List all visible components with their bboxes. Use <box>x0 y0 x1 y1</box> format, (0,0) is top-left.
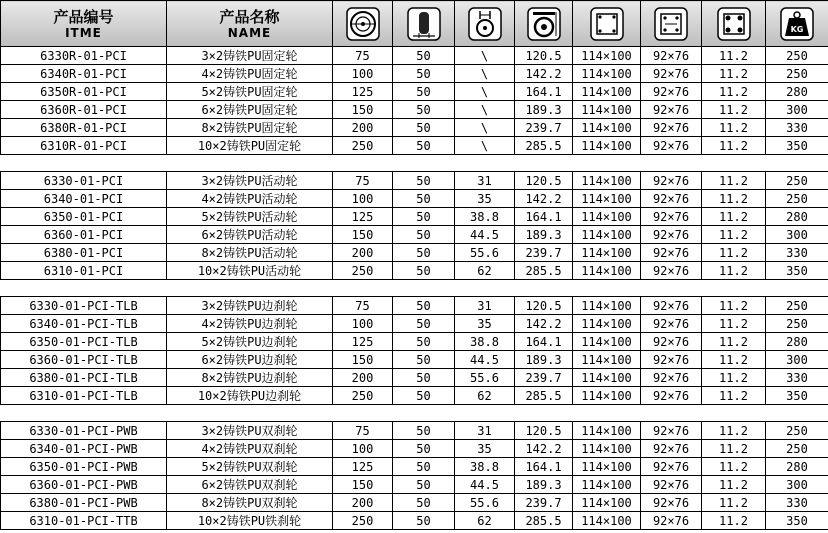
group-separator-cell <box>1 405 828 422</box>
cell-width: 50 <box>393 297 455 315</box>
cell-hole-spacing: 92×76 <box>641 208 702 226</box>
cell-hole-diameter: 11.2 <box>702 512 766 530</box>
cell-load: 250 <box>766 440 828 458</box>
cell-width: 50 <box>393 172 455 190</box>
cell-load: 250 <box>766 65 828 83</box>
cell-load: 330 <box>766 119 828 137</box>
cell-height: 120.5 <box>515 297 573 315</box>
cell-hole-spacing: 92×76 <box>641 244 702 262</box>
cell-plate: 114×100 <box>573 297 641 315</box>
cell-offset: 44.5 <box>455 226 515 244</box>
cell-plate: 114×100 <box>573 172 641 190</box>
cell-hole-spacing: 92×76 <box>641 351 702 369</box>
table-row <box>1 190 828 208</box>
cell-offset: 62 <box>455 387 515 405</box>
cell-diameter: 200 <box>333 369 393 387</box>
cell-hole-diameter: 11.2 <box>702 101 766 119</box>
cell-name: 5×2铸铁PU活动轮 <box>167 208 333 226</box>
cell-item: 6310-01-PCI <box>1 262 167 280</box>
cell-offset: \ <box>455 65 515 83</box>
table-row <box>1 172 828 190</box>
col-name-header-cn: 产品名称 <box>219 7 280 26</box>
cell-hole-diameter: 11.2 <box>702 208 766 226</box>
cell-name: 4×2铸铁PU边刹轮 <box>167 315 333 333</box>
cell-width: 50 <box>393 369 455 387</box>
cell-hole-diameter: 11.2 <box>702 47 766 65</box>
cell-name: 8×2铸铁PU固定轮 <box>167 119 333 137</box>
cell-hole-spacing: 92×76 <box>641 333 702 351</box>
cell-width: 50 <box>393 387 455 405</box>
cell-item: 6350-01-PCI-TLB <box>1 333 167 351</box>
cell-width: 50 <box>393 208 455 226</box>
cell-offset: 38.8 <box>455 208 515 226</box>
table-row <box>1 369 828 387</box>
cell-load: 300 <box>766 476 828 494</box>
cell-hole-diameter: 11.2 <box>702 387 766 405</box>
group-separator-cell <box>1 155 828 172</box>
cell-offset: \ <box>455 119 515 137</box>
bolt-hole-spacing-icon <box>654 7 688 41</box>
cell-diameter: 150 <box>333 226 393 244</box>
cell-height: 120.5 <box>515 422 573 440</box>
cell-name: 3×2铸铁PU活动轮 <box>167 172 333 190</box>
cell-hole-spacing: 92×76 <box>641 65 702 83</box>
cell-plate: 114×100 <box>573 494 641 512</box>
cell-name: 6×2铸铁PU固定轮 <box>167 101 333 119</box>
weight-kg-icon <box>780 7 814 41</box>
cell-name: 10×2铸铁PU固定轮 <box>167 137 333 155</box>
cell-width: 50 <box>393 101 455 119</box>
cell-name: 4×2铸铁PU活动轮 <box>167 190 333 208</box>
cell-hole-diameter: 11.2 <box>702 137 766 155</box>
cell-height: 239.7 <box>515 119 573 137</box>
cell-diameter: 250 <box>333 262 393 280</box>
cell-load: 300 <box>766 351 828 369</box>
cell-load: 350 <box>766 262 828 280</box>
cell-offset: 55.6 <box>455 244 515 262</box>
cell-hole-diameter: 11.2 <box>702 65 766 83</box>
cell-name: 3×2铸铁PU双刹轮 <box>167 422 333 440</box>
cell-width: 50 <box>393 190 455 208</box>
cell-hole-spacing: 92×76 <box>641 458 702 476</box>
table-row <box>1 476 828 494</box>
cell-load: 280 <box>766 458 828 476</box>
cell-name: 5×2铸铁PU固定轮 <box>167 83 333 101</box>
cell-hole-spacing: 92×76 <box>641 172 702 190</box>
cell-offset: 44.5 <box>455 476 515 494</box>
table-row <box>1 333 828 351</box>
cell-height: 120.5 <box>515 172 573 190</box>
wheel-width-icon <box>407 7 441 41</box>
cell-load: 330 <box>766 244 828 262</box>
cell-offset: 31 <box>455 297 515 315</box>
cell-hole-spacing: 92×76 <box>641 387 702 405</box>
cell-height: 239.7 <box>515 494 573 512</box>
cell-height: 239.7 <box>515 244 573 262</box>
cell-offset: \ <box>455 101 515 119</box>
col-item-header-en: ITME <box>65 25 102 40</box>
cell-height: 142.2 <box>515 65 573 83</box>
cell-name: 5×2铸铁PU双刹轮 <box>167 458 333 476</box>
table-row <box>1 119 828 137</box>
cell-offset: 35 <box>455 315 515 333</box>
col-diameter-header <box>333 1 393 47</box>
cell-plate: 114×100 <box>573 262 641 280</box>
cell-item: 6360-01-PCI-TLB <box>1 351 167 369</box>
cell-width: 50 <box>393 83 455 101</box>
cell-hole-spacing: 92×76 <box>641 101 702 119</box>
cell-hole-spacing: 92×76 <box>641 440 702 458</box>
table-row <box>1 315 828 333</box>
col-offset-header <box>455 1 515 47</box>
cell-diameter: 250 <box>333 387 393 405</box>
col-name-header <box>167 1 333 47</box>
cell-diameter: 150 <box>333 101 393 119</box>
cell-plate: 114×100 <box>573 422 641 440</box>
table-row <box>1 47 828 65</box>
table-row <box>1 422 828 440</box>
table-row <box>1 297 828 315</box>
cell-offset: 31 <box>455 422 515 440</box>
table-row <box>1 244 828 262</box>
cell-width: 50 <box>393 333 455 351</box>
cell-hole-diameter: 11.2 <box>702 244 766 262</box>
cell-height: 189.3 <box>515 226 573 244</box>
cell-height: 164.1 <box>515 333 573 351</box>
table-row <box>1 101 828 119</box>
cell-offset: 44.5 <box>455 351 515 369</box>
cell-hole-diameter: 11.2 <box>702 119 766 137</box>
cell-diameter: 250 <box>333 137 393 155</box>
cell-hole-diameter: 11.2 <box>702 476 766 494</box>
cell-plate: 114×100 <box>573 458 641 476</box>
cell-hole-diameter: 11.2 <box>702 190 766 208</box>
cell-name: 3×2铸铁PU固定轮 <box>167 47 333 65</box>
cell-diameter: 100 <box>333 315 393 333</box>
cell-height: 239.7 <box>515 369 573 387</box>
cell-width: 50 <box>393 422 455 440</box>
cell-offset: 62 <box>455 512 515 530</box>
table-row <box>1 226 828 244</box>
cell-hole-diameter: 11.2 <box>702 440 766 458</box>
cell-load: 250 <box>766 297 828 315</box>
cell-diameter: 150 <box>333 476 393 494</box>
cell-width: 50 <box>393 226 455 244</box>
cell-name: 4×2铸铁PU固定轮 <box>167 65 333 83</box>
cell-height: 164.1 <box>515 208 573 226</box>
cell-hole-spacing: 92×76 <box>641 47 702 65</box>
cell-plate: 114×100 <box>573 351 641 369</box>
cell-diameter: 75 <box>333 422 393 440</box>
cell-load: 280 <box>766 208 828 226</box>
cell-diameter: 100 <box>333 190 393 208</box>
cell-offset: 31 <box>455 172 515 190</box>
cell-diameter: 100 <box>333 65 393 83</box>
cell-item: 6360R-01-PCI <box>1 101 167 119</box>
cell-hole-spacing: 92×76 <box>641 297 702 315</box>
col-hole-diameter-header <box>702 1 766 47</box>
cell-offset: \ <box>455 47 515 65</box>
cell-load: 280 <box>766 83 828 101</box>
cell-width: 50 <box>393 47 455 65</box>
cell-offset: 62 <box>455 262 515 280</box>
cell-offset: 35 <box>455 190 515 208</box>
cell-hole-spacing: 92×76 <box>641 137 702 155</box>
cell-hole-spacing: 92×76 <box>641 512 702 530</box>
cell-width: 50 <box>393 262 455 280</box>
table-row <box>1 65 828 83</box>
cell-plate: 114×100 <box>573 333 641 351</box>
cell-width: 50 <box>393 440 455 458</box>
col-load-header <box>766 1 828 47</box>
cell-height: 164.1 <box>515 458 573 476</box>
cell-hole-spacing: 92×76 <box>641 226 702 244</box>
cell-height: 142.2 <box>515 440 573 458</box>
cell-height: 120.5 <box>515 47 573 65</box>
cell-plate: 114×100 <box>573 47 641 65</box>
cell-item: 6380-01-PCI-TLB <box>1 369 167 387</box>
cell-plate: 114×100 <box>573 83 641 101</box>
cell-hole-diameter: 11.2 <box>702 422 766 440</box>
cell-name: 3×2铸铁PU边刹轮 <box>167 297 333 315</box>
cell-plate: 114×100 <box>573 137 641 155</box>
cell-offset: \ <box>455 137 515 155</box>
cell-name: 10×2铸铁PU铁刹轮 <box>167 512 333 530</box>
table-row <box>1 440 828 458</box>
cell-height: 285.5 <box>515 262 573 280</box>
table-row <box>1 83 828 101</box>
cell-diameter: 75 <box>333 297 393 315</box>
cell-item: 6350-01-PCI-PWB <box>1 458 167 476</box>
cell-width: 50 <box>393 137 455 155</box>
col-item-header <box>1 1 167 47</box>
cell-plate: 114×100 <box>573 101 641 119</box>
cell-height: 285.5 <box>515 387 573 405</box>
cell-item: 6340-01-PCI <box>1 190 167 208</box>
swivel-offset-icon <box>468 7 502 41</box>
cell-offset: 35 <box>455 440 515 458</box>
cell-load: 350 <box>766 137 828 155</box>
cell-hole-spacing: 92×76 <box>641 83 702 101</box>
wheel-diameter-icon <box>346 7 380 41</box>
cell-width: 50 <box>393 119 455 137</box>
cell-hole-diameter: 11.2 <box>702 458 766 476</box>
cell-width: 50 <box>393 351 455 369</box>
col-item-header-cn: 产品编号 <box>53 7 114 26</box>
cell-diameter: 200 <box>333 119 393 137</box>
cell-diameter: 125 <box>333 83 393 101</box>
weight-kg-label: KG <box>790 24 804 34</box>
cell-height: 189.3 <box>515 101 573 119</box>
table-row <box>1 387 828 405</box>
cell-hole-diameter: 11.2 <box>702 172 766 190</box>
cell-item: 6350-01-PCI <box>1 208 167 226</box>
cell-diameter: 100 <box>333 440 393 458</box>
cell-width: 50 <box>393 476 455 494</box>
cell-offset: \ <box>455 83 515 101</box>
cell-load: 350 <box>766 387 828 405</box>
cell-hole-diameter: 11.2 <box>702 262 766 280</box>
cell-hole-diameter: 11.2 <box>702 369 766 387</box>
cell-width: 50 <box>393 512 455 530</box>
cell-diameter: 150 <box>333 351 393 369</box>
cell-hole-spacing: 92×76 <box>641 119 702 137</box>
cell-plate: 114×100 <box>573 387 641 405</box>
cell-name: 8×2铸铁PU活动轮 <box>167 244 333 262</box>
cell-hole-spacing: 92×76 <box>641 422 702 440</box>
cell-hole-spacing: 92×76 <box>641 315 702 333</box>
cell-item: 6360-01-PCI-PWB <box>1 476 167 494</box>
cell-diameter: 250 <box>333 512 393 530</box>
cell-hole-diameter: 11.2 <box>702 333 766 351</box>
cell-height: 285.5 <box>515 137 573 155</box>
cell-plate: 114×100 <box>573 226 641 244</box>
cell-item: 6340-01-PCI-TLB <box>1 315 167 333</box>
cell-offset: 55.6 <box>455 369 515 387</box>
cell-hole-diameter: 11.2 <box>702 83 766 101</box>
cell-width: 50 <box>393 244 455 262</box>
cell-item: 6330-01-PCI-TLB <box>1 297 167 315</box>
col-name-header-en: NAME <box>227 25 272 40</box>
cell-load: 300 <box>766 226 828 244</box>
cell-height: 142.2 <box>515 315 573 333</box>
cell-diameter: 200 <box>333 494 393 512</box>
cell-load: 250 <box>766 315 828 333</box>
cell-hole-spacing: 92×76 <box>641 369 702 387</box>
cell-offset: 38.8 <box>455 458 515 476</box>
cell-name: 6×2铸铁PU边刹轮 <box>167 351 333 369</box>
cell-name: 4×2铸铁PU双刹轮 <box>167 440 333 458</box>
table-row <box>1 458 828 476</box>
cell-item: 6310R-01-PCI <box>1 137 167 155</box>
cell-plate: 114×100 <box>573 208 641 226</box>
cell-diameter: 125 <box>333 458 393 476</box>
cell-plate: 114×100 <box>573 512 641 530</box>
cell-load: 250 <box>766 422 828 440</box>
group-separator <box>1 280 828 297</box>
cell-item: 6330-01-PCI <box>1 172 167 190</box>
table-row <box>1 512 828 530</box>
table-row <box>1 262 828 280</box>
cell-plate: 114×100 <box>573 244 641 262</box>
cell-offset: 55.6 <box>455 494 515 512</box>
cell-item: 6380-01-PCI <box>1 244 167 262</box>
cell-height: 189.3 <box>515 351 573 369</box>
group-separator <box>1 155 828 172</box>
cell-width: 50 <box>393 315 455 333</box>
cell-name: 6×2铸铁PU双刹轮 <box>167 476 333 494</box>
cell-load: 280 <box>766 333 828 351</box>
cell-name: 5×2铸铁PU边刹轮 <box>167 333 333 351</box>
load-height-icon <box>527 7 561 41</box>
col-width-header <box>393 1 455 47</box>
cell-load: 330 <box>766 494 828 512</box>
cell-plate: 114×100 <box>573 190 641 208</box>
cell-width: 50 <box>393 494 455 512</box>
header-row <box>1 1 828 47</box>
cell-plate: 114×100 <box>573 440 641 458</box>
cell-name: 10×2铸铁PU活动轮 <box>167 262 333 280</box>
cell-load: 250 <box>766 172 828 190</box>
table-row <box>1 494 828 512</box>
cell-hole-spacing: 92×76 <box>641 262 702 280</box>
cell-item: 6350R-01-PCI <box>1 83 167 101</box>
cell-name: 6×2铸铁PU活动轮 <box>167 226 333 244</box>
cell-item: 6380-01-PCI-PWB <box>1 494 167 512</box>
cell-load: 330 <box>766 369 828 387</box>
cell-height: 285.5 <box>515 512 573 530</box>
cell-load: 250 <box>766 47 828 65</box>
table-row <box>1 137 828 155</box>
cell-item: 6330-01-PCI-PWB <box>1 422 167 440</box>
table-row <box>1 208 828 226</box>
cell-hole-diameter: 11.2 <box>702 297 766 315</box>
cell-plate: 114×100 <box>573 315 641 333</box>
cell-hole-spacing: 92×76 <box>641 494 702 512</box>
cell-plate: 114×100 <box>573 369 641 387</box>
col-height-header <box>515 1 573 47</box>
cell-diameter: 125 <box>333 333 393 351</box>
group-separator <box>1 405 828 422</box>
cell-height: 189.3 <box>515 476 573 494</box>
col-hole-spacing-header <box>641 1 702 47</box>
cell-item: 6360-01-PCI <box>1 226 167 244</box>
cell-hole-spacing: 92×76 <box>641 190 702 208</box>
cell-hole-diameter: 11.2 <box>702 226 766 244</box>
cell-load: 300 <box>766 101 828 119</box>
plate-size-icon <box>590 7 624 41</box>
cell-diameter: 125 <box>333 208 393 226</box>
col-plate-header <box>573 1 641 47</box>
group-separator-cell <box>1 280 828 297</box>
cell-load: 350 <box>766 512 828 530</box>
cell-name: 8×2铸铁PU边刹轮 <box>167 369 333 387</box>
cell-diameter: 75 <box>333 172 393 190</box>
cell-item: 6340R-01-PCI <box>1 65 167 83</box>
cell-name: 8×2铸铁PU双刹轮 <box>167 494 333 512</box>
table-row <box>1 351 828 369</box>
cell-item: 6380R-01-PCI <box>1 119 167 137</box>
cell-diameter: 75 <box>333 47 393 65</box>
cell-height: 142.2 <box>515 190 573 208</box>
cell-load: 250 <box>766 190 828 208</box>
cell-plate: 114×100 <box>573 476 641 494</box>
cell-item: 6340-01-PCI-PWB <box>1 440 167 458</box>
cell-diameter: 200 <box>333 244 393 262</box>
cell-hole-diameter: 11.2 <box>702 315 766 333</box>
cell-hole-diameter: 11.2 <box>702 494 766 512</box>
cell-item: 6330R-01-PCI <box>1 47 167 65</box>
cell-item: 6310-01-PCI-TLB <box>1 387 167 405</box>
cell-width: 50 <box>393 458 455 476</box>
cell-plate: 114×100 <box>573 65 641 83</box>
cell-name: 10×2铸铁PU边刹轮 <box>167 387 333 405</box>
cell-hole-spacing: 92×76 <box>641 476 702 494</box>
cell-hole-diameter: 11.2 <box>702 351 766 369</box>
cell-width: 50 <box>393 65 455 83</box>
cell-plate: 114×100 <box>573 119 641 137</box>
cell-item: 6310-01-PCI-TTB <box>1 512 167 530</box>
bolt-hole-diameter-icon <box>717 7 751 41</box>
spec-body <box>1 47 828 530</box>
cell-height: 164.1 <box>515 83 573 101</box>
cell-offset: 38.8 <box>455 333 515 351</box>
